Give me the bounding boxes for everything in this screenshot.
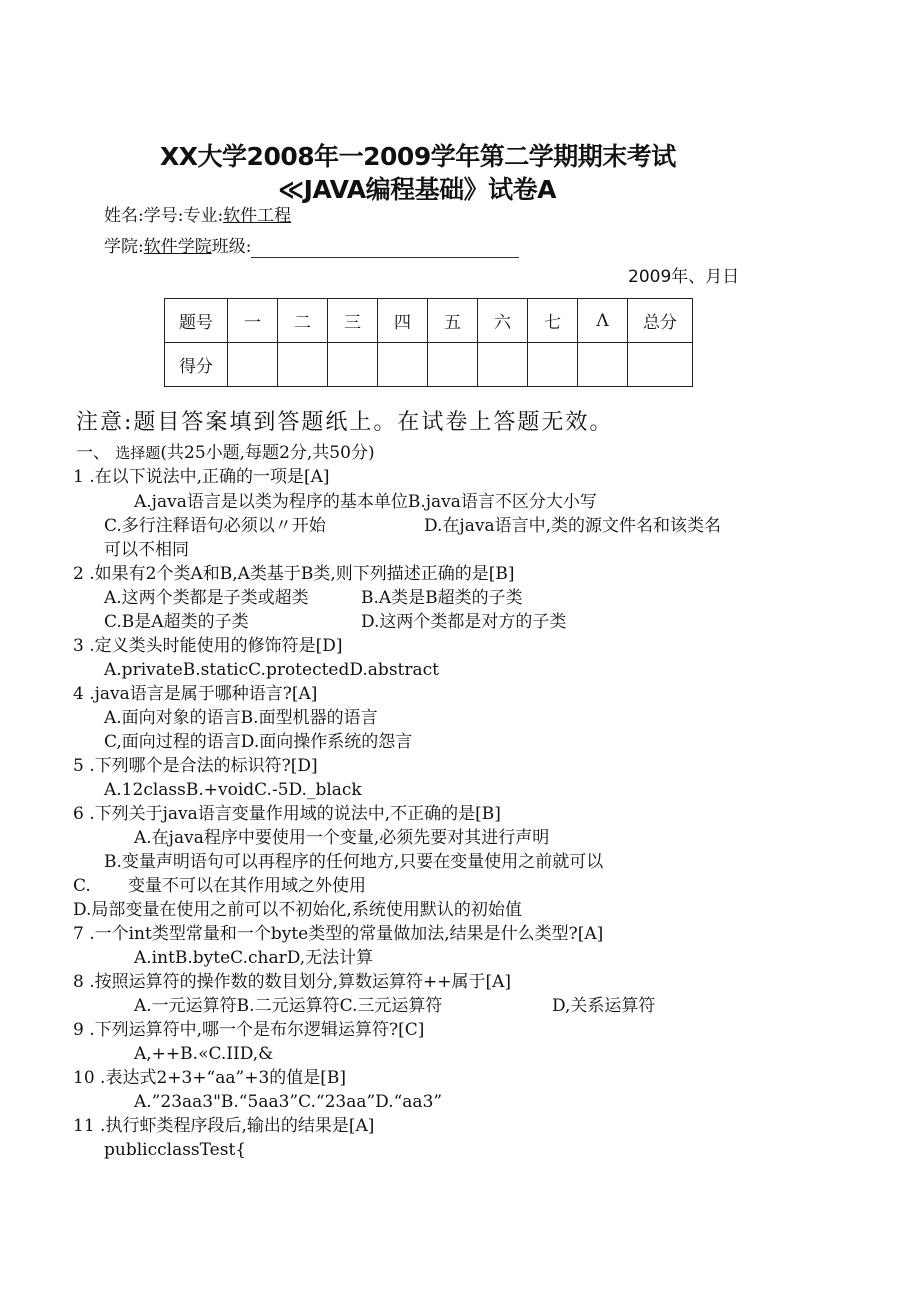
option-line: A.这两个类都是子类或超类 (104, 588, 309, 608)
section-name: 选择题 (115, 444, 161, 462)
question-line: 6 .下列关于java语言变量作用域的说法中,不正确的是[B] (73, 804, 501, 824)
question-line: 4 .java语言是属于哪种语言?[A] (73, 684, 318, 704)
major-value: 软件工程 (223, 206, 292, 226)
section-number: 一、 (76, 443, 110, 463)
option-line: A.面向对象的语言B.面型机器的语言 (104, 708, 378, 728)
option-line: A.12classB.+voidC.-5D._black (104, 780, 362, 800)
student-info-line (104, 205, 291, 227)
col-6: 六 (478, 299, 528, 343)
code-line: publicclassTest{ (104, 1140, 247, 1160)
option-line: A,++B.«C.IID,& (134, 1044, 274, 1064)
option-line: C,面向过程的语言D.面向操作系统的怨言 (104, 732, 413, 752)
score-cell[interactable] (328, 343, 378, 387)
question-line: 8 .按照运算符的操作数的数目划分,算数运算符++属于[A] (73, 972, 512, 992)
col-3: 三 (328, 299, 378, 343)
section-desc: (共25小题,每题2分,共50分) (160, 443, 375, 463)
option-line: 变量不可以在其作用域之外使用 (128, 876, 366, 896)
score-cell[interactable] (378, 343, 428, 387)
info-prefix: 姓名:学号:专业: (104, 206, 224, 226)
row-label-question: 题号 (165, 299, 228, 343)
college-value: 软件学院 (143, 237, 212, 257)
section-heading (76, 442, 375, 464)
col-8: Λ (578, 299, 628, 343)
college-prefix: 学院: (104, 237, 144, 257)
score-cell[interactable] (278, 343, 328, 387)
option-line: 可以不相同 (104, 540, 189, 560)
exam-title-line1: XX大学2008年一2009学年第二学期期末考试 (160, 142, 676, 171)
exam-title-line2: ≪JAVA编程基础》试卷A (278, 175, 556, 204)
option-line: D.在java语言中,类的源文件名和该类名 (424, 516, 721, 536)
class-blank[interactable] (251, 241, 519, 258)
option-line: A.一元运算符B.二元运算符C.三元运算符 (134, 996, 443, 1016)
notice-text: 注意:题目答案填到答题纸上。在试卷上答题无效。 (76, 410, 614, 435)
question-line: 9 .下列运算符中,哪一个是布尔逻辑运算符?[C] (73, 1020, 425, 1040)
question-line: 5 .下列哪个是合法的标识符?[D] (73, 756, 318, 776)
exam-date: 2009年、月日 (628, 267, 740, 287)
question-line: 10 .表达式2+3+“aa”+3的值是[B] (73, 1068, 347, 1088)
option-line: D.局部变量在使用之前可以不初始化,系统使用默认的初始值 (73, 900, 522, 920)
score-cell-total[interactable] (628, 343, 693, 387)
score-cell[interactable] (578, 343, 628, 387)
option-line: A.intB.byteC.charD,无法计算 (134, 948, 374, 968)
col-2: 二 (278, 299, 328, 343)
option-line: C. (73, 876, 91, 896)
question-line: 3 .定义类头时能使用的修饰符是[D] (73, 636, 343, 656)
col-4: 四 (378, 299, 428, 343)
option-line: A.在java程序中要使用一个变量,必须先要对其进行声明 (134, 828, 550, 848)
question-line: 2 .如果有2个类A和B,A类基于B类,则下列描述正确的是[B] (73, 564, 515, 584)
question-number-row (165, 299, 693, 343)
question-line: 7 .一个int类型常量和一个byte类型的常量做加法,结果是什么类型?[A] (73, 924, 604, 944)
option-line: B.变量声明语句可以再程序的任何地方,只要在变量使用之前就可以 (104, 852, 604, 872)
score-cell[interactable] (478, 343, 528, 387)
col-5: 五 (428, 299, 478, 343)
option-line: B.A类是B超类的子类 (361, 588, 523, 608)
class-label: 班级: (211, 237, 252, 257)
score-cell[interactable] (528, 343, 578, 387)
row-label-score: 得分 (165, 343, 228, 387)
col-7: 七 (528, 299, 578, 343)
option-line: D.这两个类都是对方的子类 (361, 612, 567, 632)
option-line: D,关系运算符 (552, 996, 656, 1016)
col-total: 总分 (628, 299, 693, 343)
option-line: C.多行注释语句必须以〃开始 (104, 516, 326, 536)
col-1: 一 (228, 299, 278, 343)
score-cell[interactable] (428, 343, 478, 387)
college-info-line (104, 236, 519, 258)
question-line: 1 .在以下说法中,正确的一项是[A] (73, 467, 330, 487)
score-table (164, 298, 693, 387)
score-cell[interactable] (228, 343, 278, 387)
option-line: C.B是A超类的子类 (104, 612, 249, 632)
question-line: 11 .执行虾类程序段后,输出的结果是[A] (73, 1116, 375, 1136)
score-row (165, 343, 693, 387)
option-line: A.”23aa3"B.“5aa3”C.“23aa”D.“aa3” (134, 1092, 443, 1112)
option-line: A.java语言是以类为程序的基本单位B.java语言不区分大小写 (134, 492, 597, 512)
option-line: A.privateB.staticC.protectedD.abstract (104, 660, 439, 680)
